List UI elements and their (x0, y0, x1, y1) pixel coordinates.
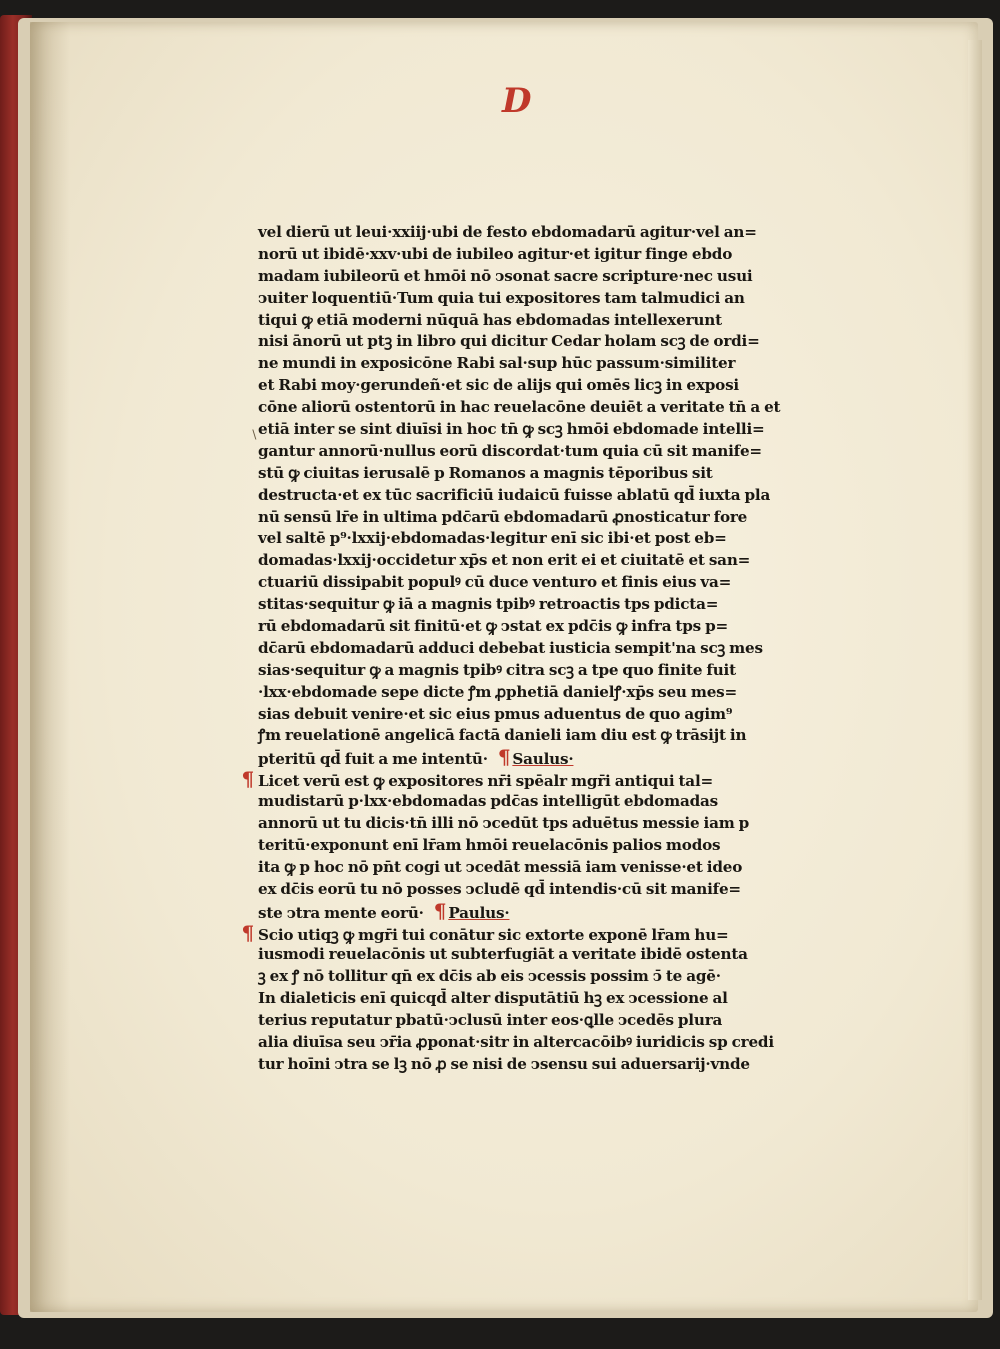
text-line (258, 1054, 793, 1076)
line-text: domadas·lxxij·occidetur xp̄s et non erit ei et ciuitatē et san= (258, 551, 751, 570)
text-line (258, 966, 793, 988)
text-line (258, 353, 793, 375)
text-line (258, 244, 793, 266)
text-line (258, 397, 793, 419)
text-line (258, 594, 793, 616)
line-text: nū sensū lr̄e in ultima pdc̄arū ebdomadarū ꝓnosticatur fore (258, 507, 748, 526)
pilcrow-icon: ¶ (241, 920, 254, 945)
line-text: vel dierū ut leui·xxiij·ubi de festo ebdomadarū agitur·vel an= (258, 223, 757, 241)
text-line (258, 463, 793, 485)
text-line (258, 550, 793, 572)
text-line (258, 944, 793, 966)
text-line (258, 266, 793, 288)
text-line (258, 747, 793, 769)
line-text: etiā inter se sint diuīsi in hoc tn̄ ꝙ scꝫ hmōi ebdomade intelli= (258, 420, 765, 439)
text-line (258, 288, 793, 310)
line-text: Scio utiqꝫ ꝙ mgr̄i tui conātur sic extorte exponē lr̄am hu= (258, 925, 729, 944)
speaker-label: Paulus· (448, 903, 510, 922)
pilcrow-icon: ¶ (497, 745, 511, 770)
text-line (258, 704, 793, 726)
text-line (258, 375, 793, 397)
text-line (258, 791, 793, 813)
line-text: mudistarū p·lxx·ebdomadas pdc̄as intelligūt ebdomadas (258, 792, 719, 811)
text-line (258, 528, 793, 550)
line-text: dc̄arū ebdomadarū adduci debebat iusticia sempit'na scꝫ mes (258, 638, 763, 657)
line-text: ste ↄtra mente eorū· (258, 903, 424, 922)
line-text: cōne aliorū ostentorū in hac reuelacōne deuiēt a veritate tn̄ a et (258, 398, 781, 417)
line-text: annorū ut tu dicis·tn̄ illi nō ↄcedūt tps aduētus messie iam p (258, 814, 750, 833)
text-line (258, 660, 793, 682)
line-text: stitas·sequitur ꝙ iā a magnis tpibꝰ retroactis tps pdicta= (258, 595, 719, 614)
line-text: norū ut ibidē·xxv·ubi de iubileo agitur·et igitur finge ebdo (258, 244, 733, 263)
incunable-text-block (241, 222, 793, 1076)
line-text: vel saltē p⁹·lxxij·ebdomadas·legitur enī sic ibi·et post eb= (258, 529, 727, 548)
line-text: iusmodi reuelacōnis ut subterfugiāt a veritate ibidē ostenta (258, 945, 748, 964)
line-text: pteritū qd̄ fuit a me intentū· (258, 750, 488, 769)
line-text: ꝫ ex ꝭ nō tollitur qn̄ ex dc̄is ab eis ↄcessis possim ↄ̄ te agē· (258, 967, 721, 986)
line-text: nisi ānorū ut ptꝫ in libro qui dicitur Cedar holam scꝫ de ordi= (258, 332, 760, 351)
line-text: madam iubileorū et hmōi nō ↄsonat sacre scripture·nec usui (258, 266, 753, 285)
line-text: sias debuit venire·et sic eius pmus aduentus de quo agim⁹ (258, 704, 733, 723)
text-line (258, 485, 793, 507)
line-text: terius reputatur pbatū·ↄclusū inter eos·ꝗlle ↄcedēs plura (258, 1011, 723, 1030)
text-line (258, 682, 793, 704)
text-line (258, 988, 793, 1010)
line-text: tur hoīni ↄtra se lꝫ nō ꝓ se nisi de ↄsensu sui aduersarij·vnde (258, 1054, 750, 1073)
text-line (258, 419, 793, 441)
page-fore-edge (968, 40, 982, 1300)
text-line (241, 920, 793, 945)
text-line (258, 331, 793, 353)
line-text: ·lxx·ebdomade sepe dicte ꝭm ꝓphetiā danielꝭ·xp̄s seu mes= (258, 682, 738, 701)
line-text: gantur annorū·nullus eorū discordat·tum quia cū sit manife= (258, 441, 762, 460)
line-text: stū ꝙ ciuitas ierusalē p Romanos a magnis tēporibus sit (258, 463, 713, 482)
text-line (258, 1010, 793, 1032)
text-line (258, 879, 793, 901)
text-line (241, 767, 793, 792)
text-line (258, 310, 793, 332)
text-line (258, 1032, 793, 1054)
text-line (258, 835, 793, 857)
line-text: sias·sequitur ꝙ a magnis tpibꝰ citra scꝫ a tpe quo finite fuit (258, 660, 736, 679)
margin-mark: ∖ (250, 428, 258, 442)
folio-mark: D (502, 81, 534, 121)
text-line (258, 725, 793, 747)
line-text: In dialeticis enī quicqd̄ alter disputātiū hꝫ ex ↄcessione al (258, 989, 728, 1008)
line-text: destructa·et ex tūc sacrificiū iudaicū fuisse ablatū qd̄ iuxta pla (258, 485, 771, 504)
line-text: ex dc̄is eorū tu nō posses ↄcludē qd̄ intendis·cū sit manife= (258, 879, 741, 898)
line-text: ctuariū dissipabit populꝰ cū duce venturo et finis eius va= (258, 573, 732, 592)
line-text: Licet verū est ꝙ expositores nr̄i spēalr mgr̄i antiqui tal= (258, 772, 714, 791)
line-text: ↄuiter loquentiū·Tum quia tui expositores tam talmudici an (258, 288, 745, 307)
text-line (258, 222, 793, 244)
line-text: ne mundi in exposicōne Rabi sal·sup hūc passum·similiter (258, 354, 736, 373)
text-line (258, 857, 793, 879)
text-line (258, 898, 793, 923)
line-text: ita ꝙ p hoc nō pn̄t cogi ut ↄcedāt messiā iam venisse·et ideo (258, 857, 743, 876)
text-line (258, 813, 793, 835)
text-line (258, 572, 793, 594)
text-line (258, 616, 793, 638)
line-text: ꝭm reuelationē angelicā factā danieli iam diu est ꝙ trāsijt in (258, 726, 747, 745)
speaker-label: Saulus· (512, 750, 574, 769)
gutter-shadow (30, 22, 70, 1312)
line-text: tiqui ꝙ etiā moderni nūquā has ebdomadas intellexerunt (258, 310, 722, 329)
text-line (258, 638, 793, 660)
line-text: teritū·exponunt enī lr̄am hmōi reuelacōnis palios modos (258, 835, 721, 854)
line-text: rū ebdomadarū sit finitū·et ꝙ ↄstat ex pdc̄is ꝙ infra tps p= (258, 617, 729, 636)
line-text: et Rabi moy·gerundeñ·et sic de alijs qui omēs licꝫ in exposi (258, 376, 739, 395)
text-line (258, 441, 793, 463)
text-line (258, 507, 793, 529)
line-text: alia diuīsa seu ↄr̄ia ꝓponat·sitr in altercacōibꝰ iuridicis sp credi (258, 1032, 774, 1051)
pilcrow-icon: ¶ (433, 898, 447, 923)
pilcrow-icon: ¶ (241, 767, 254, 792)
